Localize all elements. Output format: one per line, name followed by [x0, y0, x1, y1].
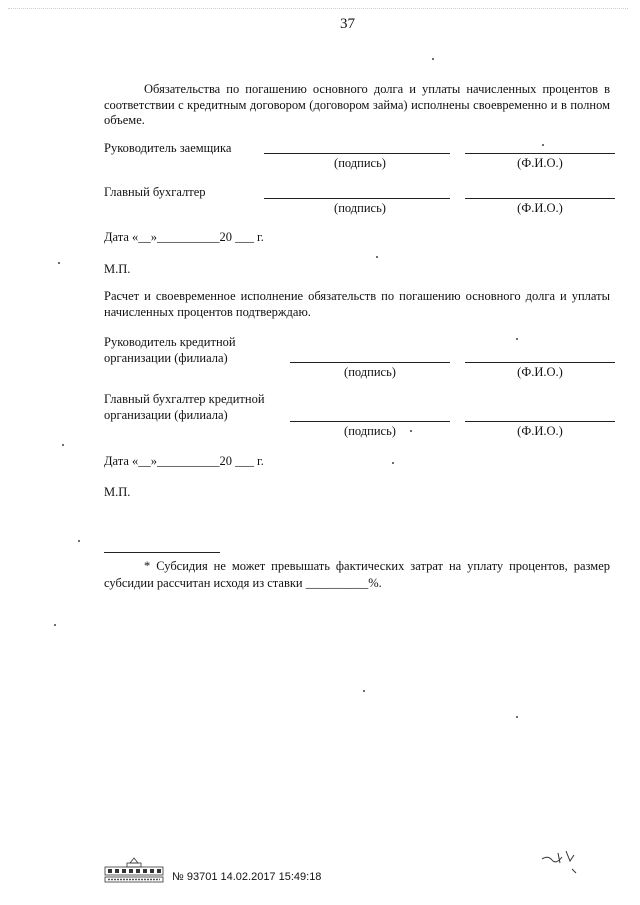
bank-seal-mark: М.П. — [104, 485, 131, 499]
bank-head-label-line1: Руководитель кредитной — [104, 335, 236, 349]
bank-accountant-label-line1: Главный бухгалтер кредитной — [104, 392, 265, 406]
scan-speck — [542, 144, 544, 146]
borrower-head-signature-line — [264, 153, 450, 154]
borrower-accountant-name-caption: (Ф.И.О.) — [517, 201, 563, 215]
bank-accountant-signature-caption: (подпись) — [344, 424, 396, 438]
scan-speck — [516, 716, 518, 718]
scan-speck — [516, 338, 518, 340]
handwritten-mark-icon — [540, 847, 580, 877]
bank-head-name-caption: (Ф.И.О.) — [517, 365, 563, 379]
scan-speck — [363, 690, 365, 692]
scan-speck — [54, 624, 56, 626]
borrower-accountant-signature-caption: (подпись) — [334, 201, 386, 215]
building-stamp-icon — [103, 857, 165, 884]
scan-speck — [376, 256, 378, 258]
footnote-separator — [104, 552, 220, 553]
borrower-accountant-name-line — [465, 198, 615, 199]
bank-head-name-line — [465, 362, 615, 363]
scan-edge-noise — [8, 8, 628, 11]
scan-speck — [432, 58, 434, 60]
scan-speck — [392, 462, 394, 464]
borrower-accountant-label: Главный бухгалтер — [104, 185, 206, 199]
borrower-date: Дата «__»__________20 ___ г. — [104, 230, 264, 244]
page-number: 37 — [340, 16, 355, 32]
bank-head-label-line2: организации (филиала) — [104, 350, 228, 365]
borrower-head-label: Руководитель заемщика — [104, 141, 232, 155]
document-number-stamp: № 93701 14.02.2017 15:49:18 — [172, 871, 322, 883]
bank-accountant-name-caption: (Ф.И.О.) — [517, 424, 563, 438]
borrower-head-signature-caption: (подпись) — [334, 156, 386, 170]
footnote: * Субсидия не может превышать фактических затрат на уплату процентов, размер субсидии рассчитан исходя из ставки __________%. — [104, 559, 610, 590]
intro-paragraph: Обязательства по погашению основного долга и уплаты начисленных процентов в соответствии с кредитным договором (договором займа) исполнены своевременно и в полном объеме. — [104, 82, 610, 127]
bank-head-label — [104, 335, 236, 366]
bank-accountant-label — [104, 392, 265, 423]
borrower-head-name-caption: (Ф.И.О.) — [517, 156, 563, 170]
borrower-head-name-line — [465, 153, 615, 154]
bank-head-signature-caption: (подпись) — [344, 365, 396, 379]
borrower-accountant-signature-line — [264, 198, 450, 199]
confirmation-paragraph: Расчет и своевременное исполнение обязательств по погашению основного долга и уплаты начисленных процентов подтверждаю. — [104, 289, 610, 319]
bank-accountant-name-line — [465, 421, 615, 422]
scan-speck — [62, 444, 64, 446]
bank-date: Дата «__»__________20 ___ г. — [104, 454, 264, 468]
scan-speck — [58, 262, 60, 264]
borrower-seal-mark: М.П. — [104, 262, 131, 276]
bank-head-signature-line — [290, 362, 450, 363]
bank-accountant-label-line2: организации (филиала) — [104, 407, 228, 422]
scan-speck — [78, 540, 80, 542]
bank-accountant-signature-line — [290, 421, 450, 422]
scan-speck — [410, 430, 412, 432]
